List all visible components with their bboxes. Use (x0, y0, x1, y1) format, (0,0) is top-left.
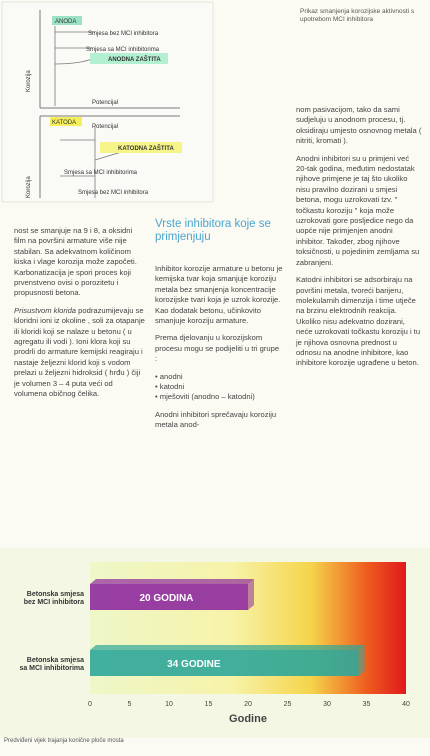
category-label: Betonska smjesa (26, 591, 84, 598)
label-katodna-zastita: KATODNA ZAŠTITA (118, 146, 174, 152)
diagram-y-label-top: Korozija (26, 70, 32, 92)
corrosion-diagram (0, 0, 215, 205)
bar-data-label: 20 GODINA (139, 593, 194, 604)
col2-paragraph-1: Inhibitor korozije armature u betonu je kemijska tvar koja smanjuje koroziju metala bez smanjenja koncentracije korozijske tvari koja je uzrok korozije. Kao dodatak betonu, učinkovito smanjuje koroziju armature. (155, 264, 283, 326)
x-axis-label: Godine (229, 713, 267, 725)
lifespan-bar-chart (0, 548, 430, 738)
category-label: bez MCI inhibitora (23, 599, 84, 606)
list-item: • mješoviti (anodno – katodni) (155, 392, 283, 402)
label-potencijal-bottom: Potencijal (92, 124, 119, 130)
x-tick-label: 10 (165, 701, 173, 708)
bar (90, 650, 359, 676)
label-katoda-without: Smjesa bez MCI inhibitora (78, 190, 149, 196)
x-tick-label: 20 (244, 701, 252, 708)
figure-caption: Prikaz smanjenja korozijske aktivnosti s upotrebom MCI inhibitora (300, 8, 415, 23)
x-tick-label: 15 (204, 701, 213, 708)
col3-paragraph-3: Katodni inhibitori se adsorbiraju na površini metala, tvoreći barijeru, molekularnih dimenzija i time utječe na brzinu elektrodnih reakcija. Ukoliko nisu adekvatno dozirani, neće uzrokovati točkastu koroziju i tu je njihova osnovna prednost u odnosu na anodne inhibitore, kao inhibitore korozije ugrađene u beton. (296, 275, 421, 368)
x-tick-label: 5 (127, 701, 132, 708)
bar-data-label: 34 GODINE (167, 659, 221, 670)
col1-paragraph-2 (14, 306, 146, 400)
chart-caption: Predviđeni vijek trajanja konične ploče mosta (4, 738, 124, 744)
section-heading: Vrste inhibitora koje se primjenjuju (155, 218, 271, 243)
label-anoda-with: Smjesa sa MCI inhibitorima (86, 47, 160, 53)
list-item: • katodni (155, 382, 283, 392)
col3-paragraph-2: Anodni inhibitori su u primjeni već 20-tak godina, međutim nedostatak njihove primjene je taj što ukoliko nisu pravilno dozirani u smjesi betona, mogu uzrokovati tzv. " točkastu koroziju " koja može uzrokovati gore posljedice nego da uopće nije primjenjen anodni inhibitor. Također, zbog njihove toksičnosti, u pojedinim zemljama su zabranjeni. (296, 153, 420, 267)
diagram-y-label-bottom: Korozija (26, 176, 32, 198)
x-tick-label: 25 (283, 701, 292, 708)
col2-paragraph-2: Prema djelovanju u korozijskom procesu mogu se podijeliti u tri grupe : (155, 333, 280, 364)
col1-italic-term: Prisustvom klorida (14, 305, 77, 315)
label-katoda: KATODA (52, 120, 77, 126)
col3-paragraph-1: nom pasivacijom, tako da sami sudjeluju u anodnom procesu, tj. oksidiraju umjesto osnovnog metala ( nitriti, kromati ). (296, 105, 422, 146)
x-tick-label: 35 (362, 701, 371, 708)
label-potencijal-top: Potencijal (92, 100, 119, 106)
col1-paragraph-2-text: podrazumijevaju se kloridni ioni iz okoline , soli za otapanje ili kloridi koji se nalaze u betonu ( u agregatu ili vodi ). Ioni klora koji su prodrli do armature kemijski reagiraju i nastaje željezni klorid koji s vodom prelazi u željezni hidroksid ( hrđu ) čiji je volumen 3 – 4 puta veći od volumena običnog čelika. (14, 305, 145, 399)
column-1 (14, 226, 146, 407)
x-tick-label: 0 (88, 701, 92, 708)
bar-top-face (90, 645, 365, 650)
x-tick-label: 40 (402, 701, 410, 708)
label-anodna-zastita: ANODNA ZAŠTITA (108, 57, 161, 63)
col2-paragraph-3: Anodni inhibitori sprečavaju koroziju metala anod- (155, 409, 277, 430)
label-anoda-without: Smjesa bez MCI inhibitora (88, 31, 159, 37)
label-katoda-with: Smjesa sa MCI inhibitorima (64, 170, 138, 176)
list-item: • anodni (155, 372, 283, 382)
column-3 (296, 105, 422, 376)
bar-side-face (359, 645, 365, 676)
category-label: Betonska smjesa (26, 657, 84, 664)
category-label: sa MCI inhibitorima (19, 665, 84, 672)
bar-side-face (248, 579, 254, 610)
column-2 (155, 264, 283, 438)
label-anoda: ANODA (55, 19, 77, 25)
x-tick-label: 30 (323, 701, 331, 708)
col1-paragraph-1: nost se smanjuje na 9 i 8, a oksidni film na površini armature više nije stabilan. Sa adekvatnom količinom kiska i vlage korozija može započeti. Karbonatizacija je spori proces koji prvenstveno ovisi o porozitetu i propusnosti betona. (14, 226, 137, 298)
bar-top-face (90, 579, 254, 584)
inhibitor-types-list (155, 372, 283, 403)
